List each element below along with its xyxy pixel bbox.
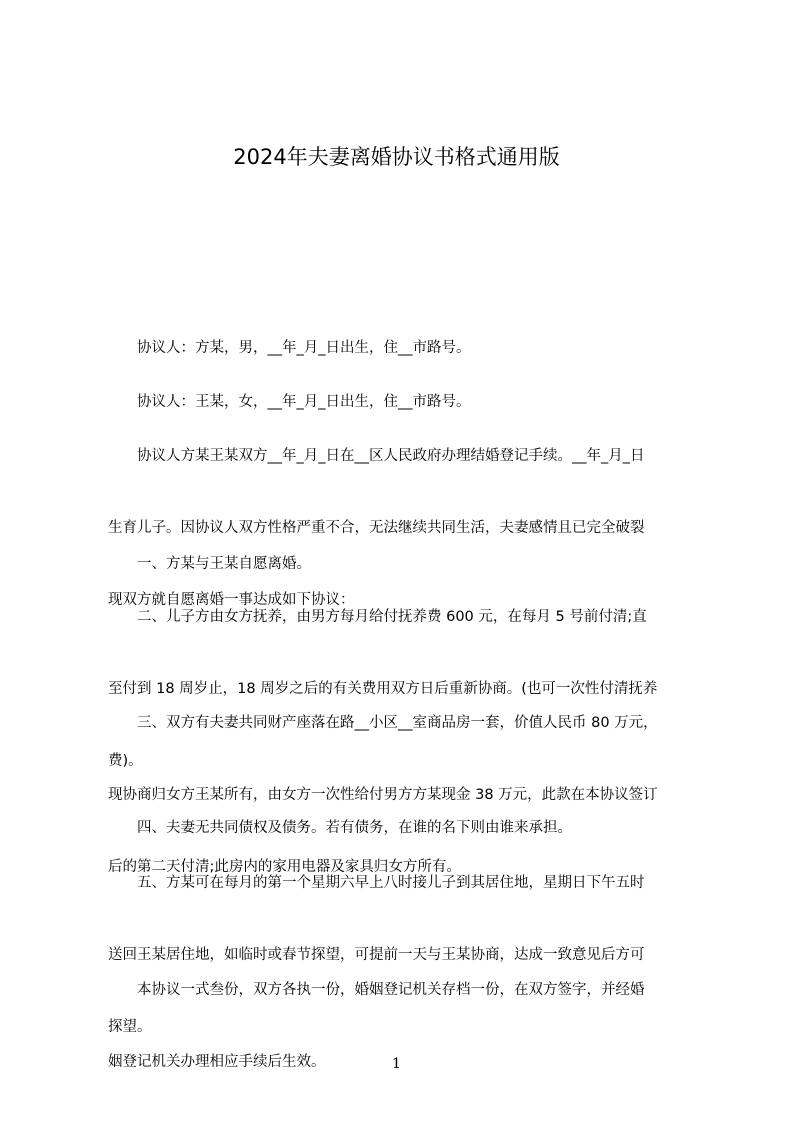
paragraph-line: 探望。 bbox=[108, 1019, 152, 1035]
paragraph-line: 五、方某可在每月的第一个星期六早上八时接儿子到其居住地，星期日下午五时 bbox=[108, 875, 645, 891]
paragraph-line: 协议人：王某，女，__年_月_日出生，住__市路号。 bbox=[108, 394, 471, 410]
paragraph-line: 送回王某居住地，如临时或春节探望，可提前一天与王某协商，达成一致意见后方可 bbox=[108, 947, 645, 963]
paragraph-line: 协议人方某王某双方__年_月_日在__区人民政府办理结婚登记手续。__年_月_日 bbox=[108, 448, 645, 464]
paragraph-line: 协议人：方某，男，__年_月_日出生，住__市路号。 bbox=[108, 340, 471, 356]
paragraph-line: 现双方就自愿离婚一事达成如下协议： bbox=[108, 592, 355, 608]
document-title: 2024年夫妻离婚协议书格式通用版 bbox=[233, 145, 560, 169]
paragraph-line: 一、方某与王某自愿离婚。 bbox=[108, 556, 311, 572]
paragraph-line: 至付到 18 周岁止，18 周岁之后的有关费用双方日后重新协商。(也可一次性付清抚养 bbox=[108, 681, 658, 697]
paragraph-line: 后的第二天付清;此房内的家用电器及家具归女方所有。 bbox=[108, 859, 461, 875]
paragraph-line: 姻登记机关办理相应手续后生效。 bbox=[108, 1054, 326, 1070]
paragraph-line: 生育儿子。因协议人双方性格严重不合，无法继续共同生活，夫妻感情且已完全破裂 bbox=[108, 520, 645, 536]
paragraph-line: 现协商归女方王某所有，由女方一次性给付男方方某现金 38 万元，此款在本协议签订 bbox=[108, 787, 658, 803]
paragraph-line: 二、儿子方由女方抚养，由男方每月给付抚养费 600 元，在每月 5 号前付清;直 bbox=[108, 609, 647, 625]
paragraph-line: 费)。 bbox=[108, 753, 143, 769]
closing-paragraph bbox=[108, 930, 700, 1098]
page-number: 1 bbox=[392, 1056, 401, 1072]
paragraph-line: 本协议一式叁份，双方各执一份，婚姻登记机关存档一份，在双方签字，并经婚 bbox=[108, 982, 645, 998]
paragraph-line: 四、夫妻无共同债权及债务。若有债务，在谁的名下则由谁来承担。 bbox=[108, 820, 572, 836]
paragraph-line: 三、双方有夫妻共同财产座落在路__小区__室商品房一套，价值人民币 80 万元， bbox=[108, 715, 658, 731]
